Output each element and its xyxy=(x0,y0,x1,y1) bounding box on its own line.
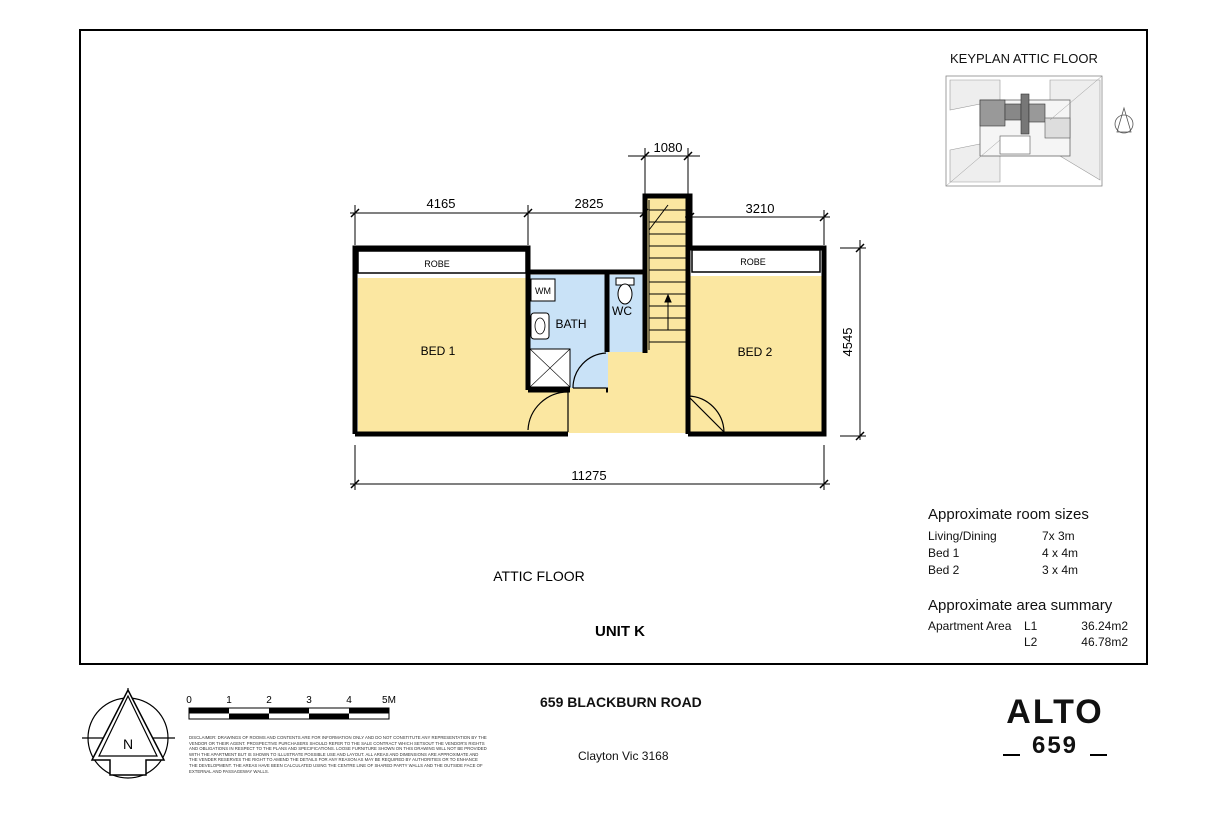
scale-tick: 5M xyxy=(382,695,396,706)
dim-4165: 4165 xyxy=(426,196,456,211)
keyplan-title: KEYPLAN ATTIC FLOOR xyxy=(950,51,1098,66)
north-arrow-icon xyxy=(82,688,175,778)
disclaimer-text: DISCLAIMER: DRAWINGS OF ROOMS AND CONTENTS ARE FOR INFORMATION ONLY AND DO NOT CONSTITUTE ANY REPRESENTATION BY THE VENDOR OR THEIR AGENT. PROSPECTIVE PURCHASERS SHOULD REFER TO THE SALE CONTRACT WHICH SETSOUT THE VENDOR'S RIGHTS AND OBLIGATIONS IN RESPECT TO THE PLANS AND SPECIFICATIONS. LOOSE FURNITURE SHOWN ON THIS DRAWING WILL NOT BE PROVIDED WITH THE APARTMENT BUT IS SHOWN TO ILLUSTRATE POSSIBLE USE AND LAYOUT. ALL AREAS AND DIMENSIONS ARE APPROXIMATE AND THE VENDER RESERVES THE RIGHT TO AMEND THE DETAILS FOR ANY REASON AS MAY BE REQUIRED BY AUTHORITIES OR TO ENHANCE THE DEVELOPMENT. THE AREAS HAVE BEEN CALCULATED USING THE CENTRE LINE OF SHARED PARTY WALLS AND THE OUTSIDE FACE OF EXTERNAL AND PASSAGEWAY WALLS. xyxy=(189,735,487,774)
unit-label: UNIT K xyxy=(595,623,645,640)
area-level: L1 xyxy=(1024,619,1038,633)
area-level: L2 xyxy=(1024,635,1038,649)
room-name: Bed 2 xyxy=(928,563,960,577)
room-sizes-heading: Approximate room sizes xyxy=(928,506,1089,523)
dim-2825: 2825 xyxy=(574,196,604,211)
bed1-label: BED 1 xyxy=(420,344,456,358)
area-value: 36.24m2 xyxy=(1081,619,1128,633)
wm-label: WM xyxy=(535,286,551,296)
area-summary-heading: Approximate area summary xyxy=(928,597,1113,614)
scale-tick: 1 xyxy=(226,695,232,706)
area-row xyxy=(928,619,1138,635)
area-label: Apartment Area xyxy=(928,619,1012,633)
room-size: 4 x 4m xyxy=(1042,546,1079,560)
dim-11275: 11275 xyxy=(571,468,607,483)
room-sizes-table xyxy=(928,506,1138,580)
robe1-label: ROBE xyxy=(424,259,450,269)
wc-label: WC xyxy=(612,304,632,318)
room-size: 3 x 4m xyxy=(1042,563,1079,577)
robe2-label: ROBE xyxy=(740,257,766,267)
keyplan-image xyxy=(946,76,1102,186)
suburb-label: Clayton Vic 3168 xyxy=(578,749,669,763)
hall-fill xyxy=(526,388,690,433)
scale-tick: 2 xyxy=(266,695,272,706)
scale-tick: 0 xyxy=(186,695,192,706)
room-name: Bed 1 xyxy=(928,546,960,560)
brand-logo xyxy=(996,692,1114,760)
room-size-row xyxy=(928,563,1138,580)
toilet-bowl xyxy=(618,284,632,304)
room-size-row xyxy=(928,546,1138,563)
floor-label: ATTIC FLOOR xyxy=(493,568,585,584)
room-size-row xyxy=(928,529,1138,546)
room-size: 7x 3m xyxy=(1042,529,1075,543)
area-row xyxy=(928,635,1138,651)
landing-fill xyxy=(608,352,690,392)
brand-name: ALTO xyxy=(1006,693,1104,731)
bath-label: BATH xyxy=(555,317,587,331)
scale-tick: 3 xyxy=(306,695,312,706)
basin xyxy=(531,313,549,339)
scale-bar xyxy=(189,708,389,719)
address-title: 659 BLACKBURN ROAD xyxy=(540,694,702,710)
dim-1080: 1080 xyxy=(653,140,683,155)
north-label: N xyxy=(122,736,134,752)
dim-4545: 4545 xyxy=(840,327,855,357)
area-summary-table xyxy=(928,597,1138,651)
area-label xyxy=(928,635,1024,651)
room-name: Living/Dining xyxy=(928,529,997,543)
bed2-label: BED 2 xyxy=(737,345,773,359)
area-value: 46.78m2 xyxy=(1081,635,1128,649)
scale-tick: 4 xyxy=(346,695,352,706)
brand-number: 659 xyxy=(1031,732,1079,759)
dim-3210: 3210 xyxy=(745,201,775,216)
keyplan-north-icon xyxy=(1115,108,1133,133)
